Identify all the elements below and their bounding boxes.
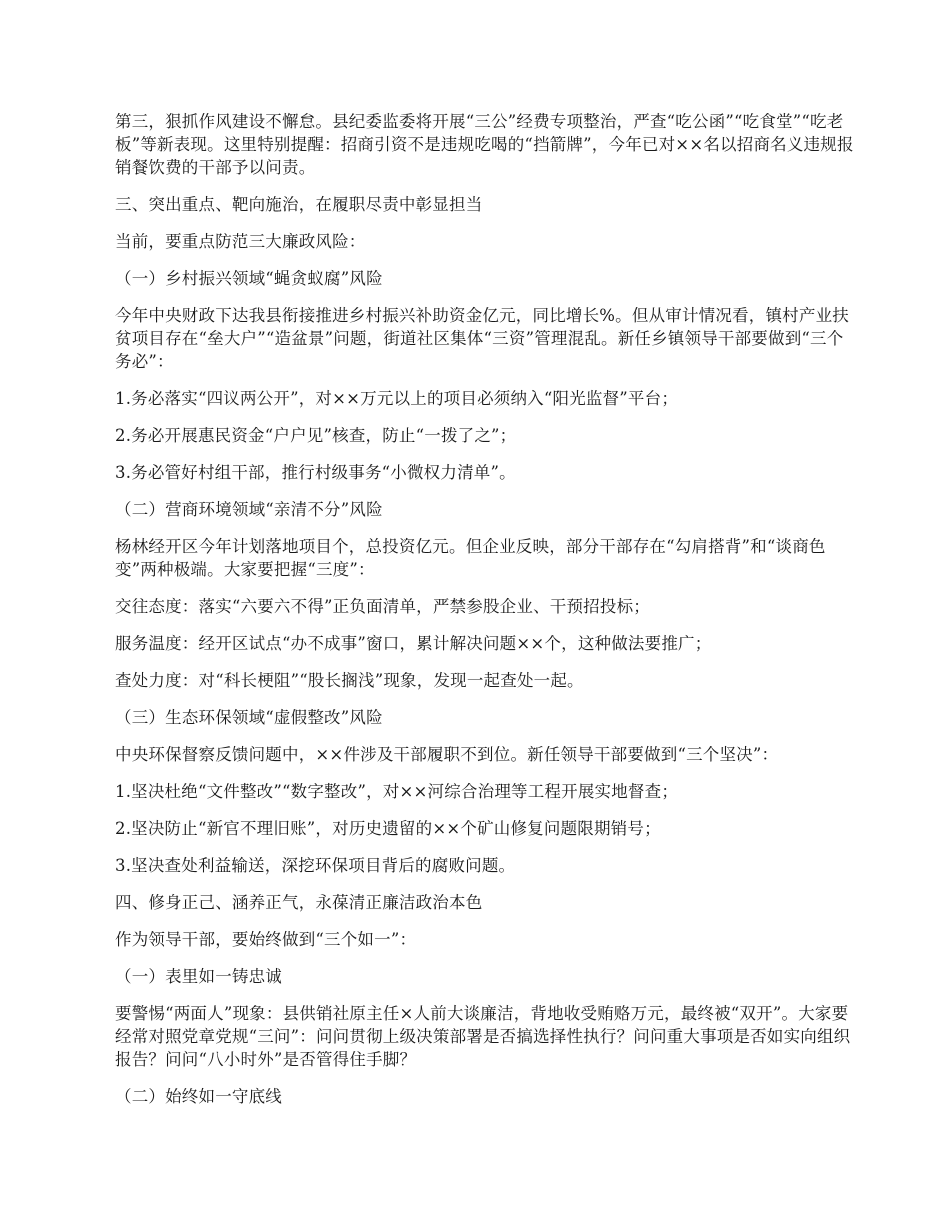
list-item: 服务温度：经开区试点“办不成事”窗口，累计解决问题××个，这种做法要推广； bbox=[115, 634, 712, 653]
list-item: 2.坚决防止“新官不理旧账”，对历史遗留的××个矿山修复问题限期销号； bbox=[115, 819, 661, 838]
paragraph: 作为领导干部，要始终做到“三个如一”： bbox=[115, 930, 417, 949]
list-item: 查处力度：对“科长梗阻”“股长搁浅”现象，发现一起查处一起。 bbox=[115, 671, 584, 690]
list-item: 2.务必开展惠民资金“户户见”核查，防止“一拨了之”； bbox=[115, 426, 517, 445]
section-heading: 四、修身正己、涵养正气，永葆清正廉洁政治本色 bbox=[115, 893, 483, 912]
list-item: 3.务必管好村组干部，推行村级事务“小微权力清单”。 bbox=[115, 463, 516, 482]
subsection-heading: （二）营商环境领域“亲清不分”风险 bbox=[115, 500, 383, 519]
subsection-heading: （一）表里如一铸忠诚 bbox=[115, 967, 282, 986]
subsection-heading: （三）生态环保领域“虚假整改”风险 bbox=[115, 708, 383, 727]
subsection-heading: （一）乡村振兴领域“蝇贪蚁腐”风险 bbox=[115, 269, 383, 288]
paragraph: 当前，要重点防范三大廉政风险： bbox=[115, 232, 366, 251]
section-heading: 三、突出重点、靶向施治，在履职尽责中彰显担当 bbox=[115, 195, 483, 214]
paragraph: 要警惕“两面人”现象：县供销社原主任×人前大谈廉洁，背地收受贿赂万元，最终被“双开”。大家要经常对照党章党规“三问”：问问贯彻上级决策部署是否搞选择性执行？问问重大事项是否如实向组织报告？问问“八小时外”是否管得住手脚？ bbox=[115, 1004, 851, 1069]
paragraph: 第三，狠抓作风建设不懈怠。县纪委监委将开展“三公”经费专项整治，严查“吃公函”“吃食堂”“吃老板”等新表现。这里特别提醒：招商引资不是违规吃喝的“挡箭牌”，今年已对××名以招商名义违规报销餐饮费的干部予以问责。 bbox=[115, 112, 854, 177]
paragraph: 杨林经开区今年计划落地项目个，总投资亿元。但企业反映，部分干部存在“勾肩搭背”和“谈商色变”两种极端。大家要把握“三度”： bbox=[115, 537, 826, 579]
list-item: 1.坚决杜绝“文件整改”“数字整改”，对××河综合治理等工程开展实地督查； bbox=[115, 782, 679, 801]
paragraph: 今年中央财政下达我县衔接推进乡村振兴补助资金亿元，同比增长%。但从审计情况看，镇村产业扶贫项目存在“垒大户”“造盆景”问题，街道社区集体“三资”管理混乱。新任乡镇领导干部要做到“三个务必”： bbox=[115, 306, 849, 371]
list-item: 3.坚决查处利益输送，深挖环保项目背后的腐败问题。 bbox=[115, 856, 516, 875]
document-body bbox=[115, 110, 860, 1122]
subsection-heading: （二）始终如一守底线 bbox=[115, 1087, 282, 1106]
paragraph: 中央环保督察反馈问题中，××件涉及干部履职不到位。新任领导干部要做到“三个坚决”： bbox=[115, 745, 779, 764]
list-item: 交往态度：落实“六要六不得”正负面清单，严禁参股企业、干预招投标； bbox=[115, 597, 650, 616]
list-item: 1.务必落实“四议两公开”，对××万元以上的项目必须纳入“阳光监督”平台； bbox=[115, 389, 679, 408]
